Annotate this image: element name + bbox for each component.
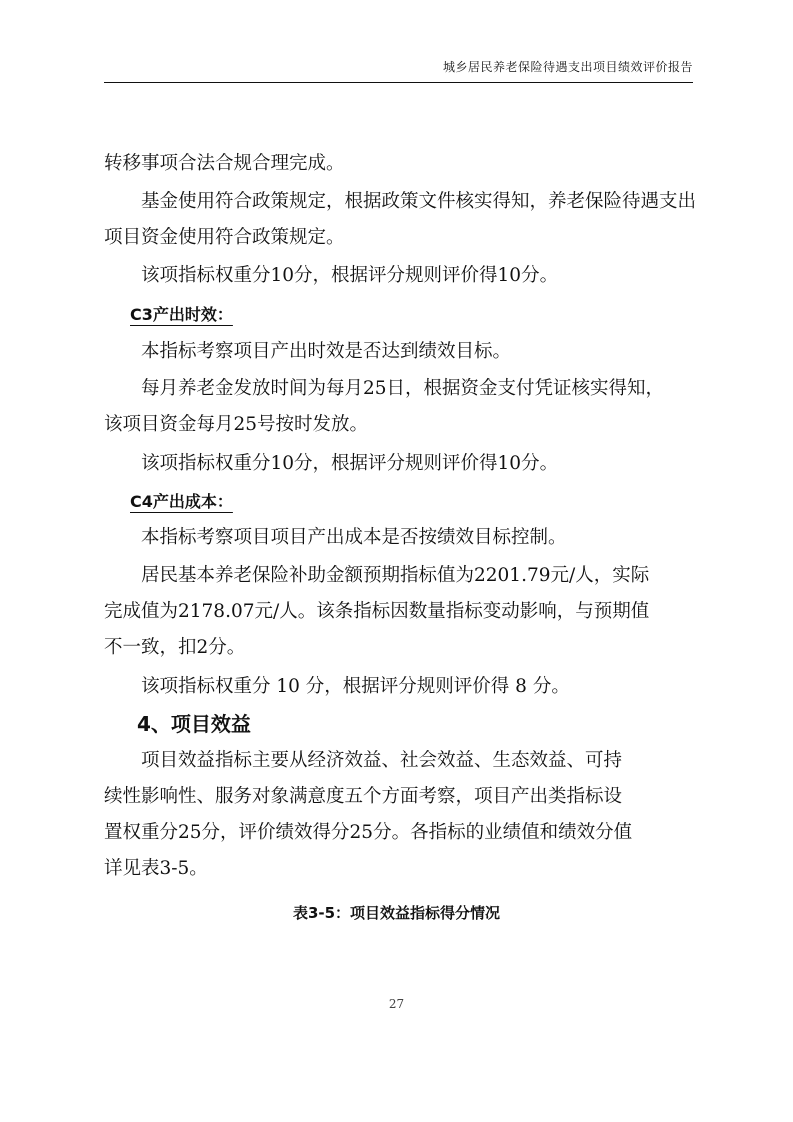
paragraph [104, 146, 696, 182]
subheading-c4: C4产出成本： [130, 492, 233, 511]
text-line: 该项目资金每月25号按时发放。 [104, 414, 369, 435]
text-line: 本指标考察项目产出时效是否达到绩效目标。 [141, 341, 512, 362]
text-line: 该项指标权重分10分，根据评分规则评价得10分。 [141, 453, 559, 474]
paragraph [104, 446, 696, 482]
paragraph [104, 743, 696, 887]
table-caption: 表3-5：项目效益指标得分情况 [292, 904, 501, 922]
text-line: 基金使用符合政策规定，根据政策文件核实得知，养老保险待遇支出 [141, 191, 697, 212]
paragraph [104, 371, 696, 443]
text-line: 详见表3-5。 [104, 858, 208, 879]
text-line: 居民基本养老保险补助金额预期指标值为2201.79元/人，实际 [141, 565, 650, 586]
paragraph [104, 258, 696, 294]
text-line: 本指标考察项目项目产出成本是否按绩效目标控制。 [141, 527, 567, 548]
text-line: 该项指标权重分 10 分，根据评分规则评价得 8 分。 [141, 676, 570, 697]
text-line: 续性影响性、服务对象满意度五个方面考察，项目产出类指标设 [104, 786, 623, 807]
page-number: 27 [388, 997, 405, 1011]
paragraph [104, 520, 696, 556]
subheading-c3: C3产出时效： [130, 305, 233, 324]
text-line: 置权重分25分，评价绩效得分25分。各指标的业绩值和绩效分值 [104, 822, 633, 843]
paragraph [104, 184, 696, 256]
paragraph [104, 558, 696, 666]
text-line: 项目资金使用符合政策规定。 [104, 227, 345, 248]
paragraph [104, 669, 696, 705]
text-line: 项目效益指标主要从经济效益、社会效益、生态效益、可持 [141, 750, 623, 771]
text-line: 每月养老金发放时间为每月25日，根据资金支付凭证核实得知， [141, 378, 665, 399]
section-heading: 4、项目效益 [137, 712, 251, 736]
text-line: 该项指标权重分10分，根据评分规则评价得10分。 [141, 265, 559, 286]
text-line: 不一致，扣2分。 [104, 637, 246, 658]
paragraph [104, 334, 696, 370]
running-header: 城乡居民养老保险待遇支出项目绩效评价报告 [442, 60, 693, 74]
header-rule [104, 82, 693, 83]
text-line: 完成值为2178.07元/人。该条指标因数量指标变动影响，与预期值 [104, 601, 650, 622]
text-line: 转移事项合法合规合理完成。 [104, 153, 345, 174]
